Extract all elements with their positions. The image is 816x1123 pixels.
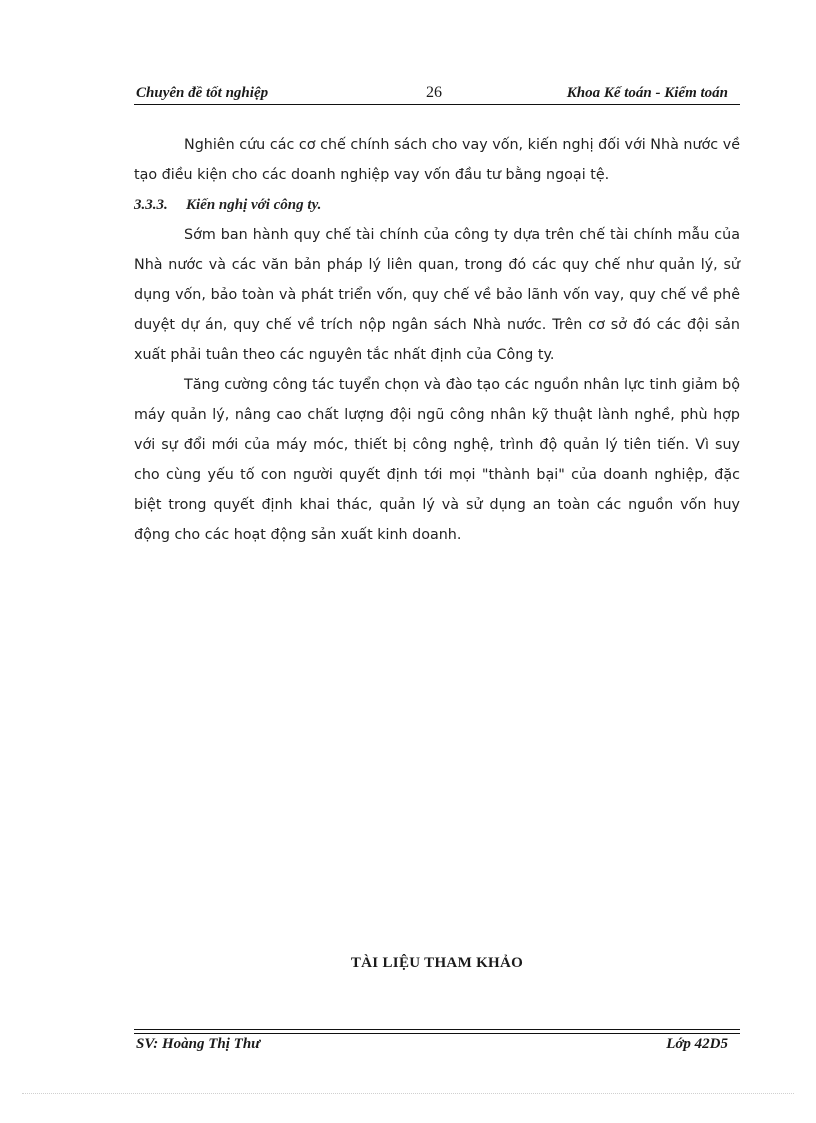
paragraph-loan-policy: Nghiên cứu các cơ chế chính sách cho vay vốn, kiến nghị đối với Nhà nước về tạo điều kiện cho các doanh nghiệp vay vốn đầu tư bằng ngoại tệ.: [134, 137, 740, 183]
section-title: Kiến nghị với công ty.: [186, 197, 322, 213]
references-heading: TÀI LIỆU THAM KHẢO: [350, 955, 524, 971]
paragraph-financial-regulation: Sớm ban hành quy chế tài chính của công ty dựa trên chế tài chính mẫu của Nhà nước và các văn bản pháp lý liên quan, trong đó các quy chế như quản lý, sử dụng vốn, bảo toàn và phát triển vốn, quy chế về bảo lãnh vốn vay, quy chế về phê duyệt dự án, quy chế về trích nộp ngân sách Nhà nước. Trên cơ sở đó các đội sản xuất phải tuân theo các nguyên tắc nhất định của Công ty.: [134, 227, 740, 363]
page-bottom-edge: [22, 1093, 794, 1094]
footer-class: Lớp 42D5: [666, 1036, 728, 1052]
body-text: [134, 130, 740, 550]
page-footer: [134, 1036, 740, 1056]
header-page-number: 26: [426, 84, 442, 101]
footer-divider-top: [134, 1029, 740, 1030]
section-number: 3.3.3.: [134, 197, 168, 213]
footer-student-name: SV: Hoàng Thị Thư: [136, 1036, 261, 1052]
section-heading: [134, 190, 740, 220]
page-header: [134, 84, 740, 104]
header-divider: [134, 104, 740, 105]
header-thesis-title: Chuyên đề tốt nghiệp: [136, 85, 269, 101]
header-faculty: Khoa Kế toán - Kiểm toán: [566, 85, 728, 101]
footer-divider-bottom: [134, 1033, 740, 1034]
paragraph-human-resources: Tăng cường công tác tuyển chọn và đào tạo các nguồn nhân lực tinh giảm bộ máy quản lý, nâng cao chất lượng đội ngũ công nhân kỹ thuật lành nghề, phù hợp với sự đổi mới của máy móc, thiết bị công nghệ, trình độ quản lý tiên tiến. Vì suy cho cùng yếu tố con người quyết định tới mọi "thành bại" của doanh nghiệp, đặc biệt trong quyết định khai thác, quản lý và sử dụng an toàn các nguồn vốn huy động cho các hoạt động sản xuất kinh doanh.: [134, 377, 740, 543]
